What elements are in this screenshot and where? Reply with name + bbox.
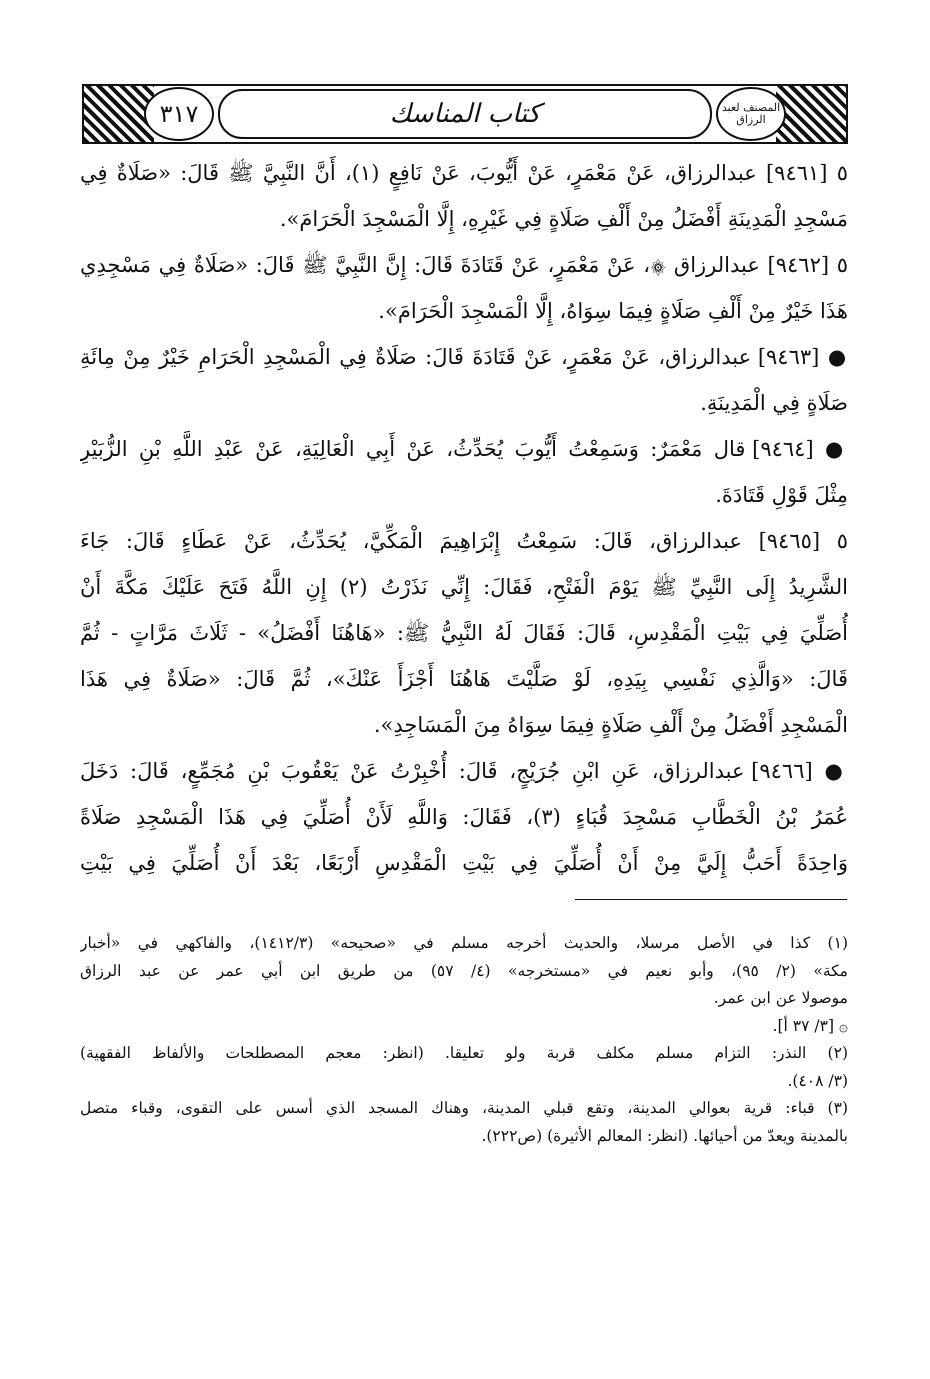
footnote-line: (١) كذا في الأصل مرسلا، والحديث أخرجه مسلم في «صحيحه» (١٤١٢/٣)، والفاكهي في «أخبار	[80, 934, 848, 952]
footnote-line: ۞ [٣/ ٣٧ أ].	[772, 1016, 848, 1035]
chapter-title: كتاب المناسك	[218, 89, 712, 139]
footnote-line: (٣/ ٤٠٨).	[787, 1071, 848, 1090]
text-line: أُصَلِّيَ فِي بَيْتِ الْمَقْدِسِ، قَالَ: فَقَالَ لَهُ النَّبِيُّ ﷺ: «هَاهُنَا أَفْضَلُ» - ثَلَاثَ مَرَّاتٍ - ثُمَّ	[80, 621, 848, 645]
footnote-line: (٣) قباء: قرية بعوالي المدينة، وتقع قبلي المدينة، وهناك المسجد الذي أسس على التقوى، وقباء متصل	[80, 1099, 848, 1117]
footnote-line: (٢) النذر: التزام مسلم مكلف قربة ولو تعليقا. (انظر: معجم المصطلحات والألفاظ الفقهية)	[80, 1044, 848, 1062]
main-text	[80, 150, 848, 886]
text-line: ٥ [٩٤٦٢] عبدالرزاق ۞، عَنْ مَعْمَرٍ، عَنْ قَتَادَةَ قَالَ: إِنَّ النَّبِيَّ ﷺ قَالَ: «صَلَاةٌ فِي مَسْجِدِي	[80, 253, 848, 277]
text-line: مِثْلَ قَوْلِ قَتَادَةَ.	[715, 483, 848, 507]
text-line: ● [٩٤٦٦] عبدالرزاق، عَنِ ابْنِ جُرَيْجٍ، قَالَ: أُخْبِرْتُ عَنْ يَعْقُوبَ بْنِ مُجَمِّعٍ، قَالَ: دَخَلَ	[80, 759, 848, 783]
text-line: هَذَا خَيْرٌ مِنْ أَلْفِ صَلَاةٍ فِيمَا سِوَاهُ، إِلَّا الْمَسْجِدَ الْحَرَامَ».	[378, 299, 848, 323]
footnote-line: بالمدينة ويعدّ من أحيائها. (انظر: المعالم الأثيرة) (ص٢٢٢).	[481, 1126, 848, 1145]
text-line: وَاحِدَةً أَحَبُّ إِلَيَّ مِنْ أَنْ أُصَلِّيَ فِي بَيْتِ الْمَقْدِسِ أَرْبَعًا، بَعْدَ أَنْ أُصَلِّيَ فِي بَيْتِ	[80, 851, 848, 875]
text-line: عُمَرُ بْنُ الْخَطَّابِ مَسْجِدَ قُبَاءٍ (٣)، فَقَالَ: وَاللَّهِ لَأَنْ أُصَلِّيَ فِي هَذَا الْمَسْجِدِ صَلَاةً	[80, 805, 848, 829]
text-line: صَلَاةٍ فِي الْمَدِينَةِ.	[700, 391, 848, 415]
text-line: ● [٩٤٦٣] عبدالرزاق، عَنْ مَعْمَرٍ، عَنْ قَتَادَةَ قَالَ: صَلَاةٌ فِي الْمَسْجِدِ الْحَرَامِ خَيْرٌ مِنْ مِائَةِ	[80, 345, 848, 369]
footnote-separator	[575, 899, 847, 900]
text-line: قَالَ: «وَالَّذِي نَفْسِي بِيَدِهِ، لَوْ صَلَّيْتَ هَاهُنَا أَجْزَأَ عَنْكَ»، ثُمَّ قَالَ: «صَلَاةٌ فِي هَذَا	[80, 667, 848, 691]
book-logo: المصنف لعبد الرزاق	[716, 87, 786, 141]
footnotes	[80, 930, 848, 1150]
page-header	[82, 84, 848, 144]
footnote-line: مكة» (٢/ ٩٥)، وأبو نعيم في «مستخرجه» (٤/ ٥٧) من طريق ابن أبي عمر عن عبد الرزاق	[80, 961, 848, 980]
text-line: ٥ [٩٤٦٥] عبدالرزاق، قَالَ: سَمِعْتُ إِبْرَاهِيمَ الْمَكِّيَّ، يُحَدِّثُ، عَنْ عَطَاءٍ قَالَ: جَاءَ	[80, 529, 848, 553]
text-line: مَسْجِدِ الْمَدِينَةِ أَفْضَلُ مِنْ أَلْفِ صَلَاةٍ فِي غَيْرِهِ، إِلَّا الْمَسْجِدَ الْحَرَامَ».	[279, 207, 848, 231]
page-number: ٣١٧	[144, 87, 214, 141]
text-line: الْمَسْجِدِ أَفْضَلُ مِنْ أَلْفِ صَلَاةٍ فِيمَا سِوَاهُ مِنَ الْمَسَاجِدِ».	[373, 713, 848, 737]
text-line: ● [٩٤٦٤] قال مَعْمَرٌ: وَسَمِعْتُ أَيُّوبَ يُحَدِّثُ، عَنْ أَبِي الْعَالِيَةِ، عَنْ عَبْدِ اللَّهِ بْنِ الزُّبَيْرِ	[80, 437, 848, 461]
text-line: ٥ [٩٤٦١] عبدالرزاق، عَنْ مَعْمَرٍ، عَنْ أَيُّوبَ، عَنْ نَافِعٍ (١)، أَنَّ النَّبِيَّ ﷺ قَالَ: «صَلَاةٌ فِي	[80, 161, 848, 185]
text-line: الشَّرِيدُ إِلَى النَّبِيِّ ﷺ يَوْمَ الْفَتْحِ، فَقَالَ: إِنِّي نَذَرْتُ (٢) إِنِ اللَّهُ فَتَحَ عَلَيْكَ مَكَّةَ أَنْ	[80, 575, 848, 599]
footnote-line: موصولا عن ابن عمر.	[713, 989, 848, 1007]
ornament-right	[776, 86, 846, 142]
